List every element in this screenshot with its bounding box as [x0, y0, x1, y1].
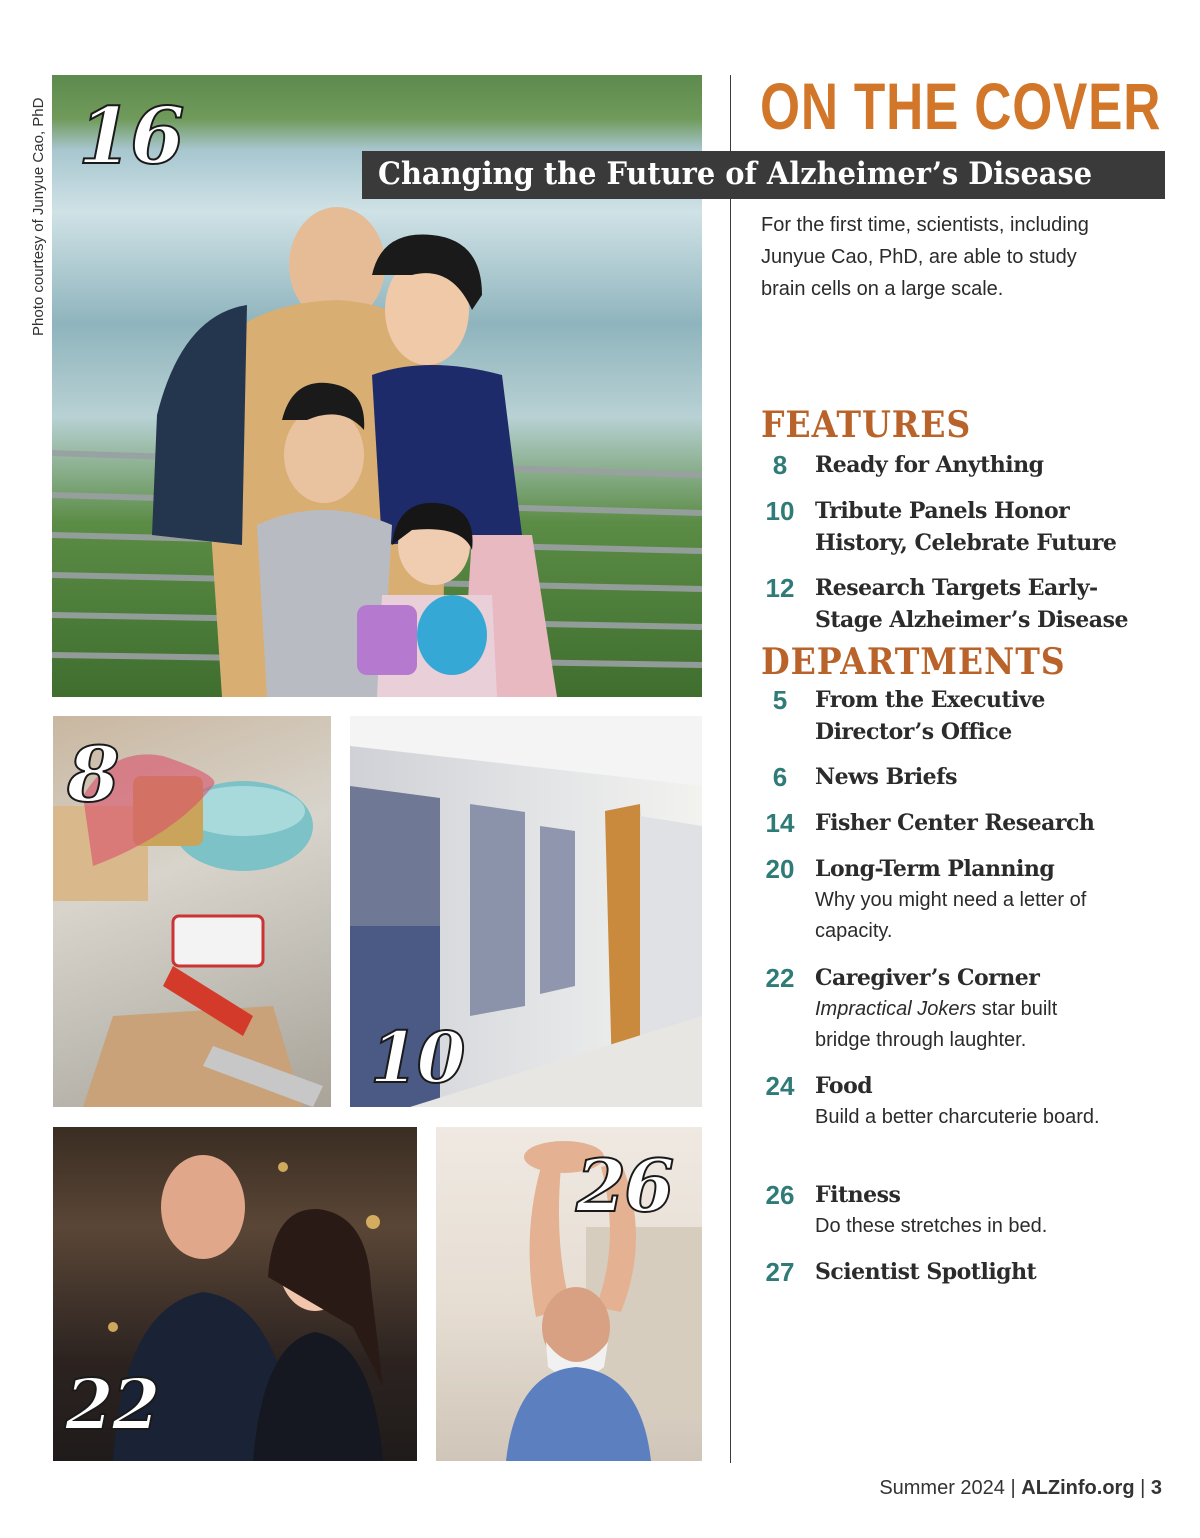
page-number: 3 — [1150, 1477, 1162, 1499]
toc-title: Caregiver’s Corner — [815, 965, 1040, 991]
toc-page-number: 26 — [765, 1180, 795, 1210]
features-heading: FEATURES — [761, 404, 972, 446]
toc-page-number: 27 — [765, 1257, 795, 1287]
toc-page-number: 14 — [765, 808, 795, 838]
toc-description: Why you might need a letter of capacity. — [815, 889, 1087, 942]
toc-entry[interactable] — [760, 572, 1160, 638]
toc-title: Scientist Spotlight — [815, 1259, 1037, 1285]
toc-entry[interactable] — [760, 1070, 1160, 1166]
caregivers-corner-photo[interactable] — [53, 1127, 417, 1461]
toc-description: Do these stretches in bed. — [815, 1215, 1048, 1237]
toc-page-number: 6 — [772, 762, 788, 792]
toc-description-text: star built bridge through laughter. — [815, 998, 1058, 1051]
toc-entry[interactable] — [760, 1179, 1160, 1245]
toc-page-number: 20 — [765, 854, 795, 884]
issue-label: Summer 2024 — [879, 1477, 1005, 1499]
preparedness-photo[interactable] — [53, 716, 331, 1107]
toc-entry[interactable] — [760, 684, 1160, 750]
toc-entry[interactable] — [760, 449, 1160, 483]
toc-entry[interactable] — [760, 761, 1160, 795]
fitness-photo[interactable] — [436, 1127, 702, 1461]
toc-title: News Briefs — [815, 764, 957, 790]
toc-page-number: 8 — [772, 450, 788, 480]
toc-title: Long-Term Planning — [815, 856, 1055, 882]
toc-page-number: 12 — [765, 573, 795, 603]
page-footer: Summer 2024 | ALZinfo.org | 3 — [879, 1477, 1162, 1499]
toc-page-number: 22 — [765, 963, 795, 993]
toc-title: From the Executive Director’s Office — [815, 687, 1045, 745]
tribute-panels-photo[interactable] — [350, 716, 702, 1107]
prep-page-number: 8 — [67, 730, 118, 819]
cover-headline[interactable]: Changing the Future of Alzheimer’s Disease — [378, 156, 1093, 192]
toc-title: Fisher Center Research — [815, 810, 1095, 836]
fitness-page-number: 26 — [576, 1143, 673, 1228]
on-the-cover-heading: ON THE COVER — [760, 69, 1162, 143]
departments-heading: DEPARTMENTS — [761, 641, 1066, 683]
toc-title: Research Targets Early-Stage Alzheimer’s Disease — [815, 575, 1128, 633]
caregiver-page-number: 22 — [65, 1363, 159, 1446]
toc-title: Food — [815, 1073, 873, 1099]
column-divider — [730, 75, 731, 1463]
toc-entry[interactable] — [760, 495, 1160, 561]
toc-title: Ready for Anything — [815, 452, 1044, 478]
toc-description: Build a better charcuterie board. — [815, 1106, 1100, 1128]
toc-page-number: 10 — [765, 496, 795, 526]
toc-entry[interactable] — [760, 807, 1160, 841]
toc-entry[interactable] — [760, 853, 1160, 949]
toc-title: Tribute Panels Honor History, Celebrate Future — [815, 498, 1117, 556]
toc-entry[interactable] — [760, 962, 1160, 1058]
photo-credit: Photo courtesy of Junyue Cao, PhD — [30, 97, 47, 336]
toc-description — [815, 994, 1115, 1056]
site-link[interactable]: ALZinfo.org — [1021, 1477, 1135, 1499]
toc-page-number: 24 — [765, 1071, 795, 1101]
cover-description: For the first time, scientists, including Junyue Cao, PhD, are able to study brain cells on a large scale. — [761, 214, 1089, 300]
panels-page-number: 10 — [370, 1016, 464, 1099]
toc-title: Fitness — [815, 1182, 901, 1208]
show-name: Impractical Jokers — [815, 998, 977, 1020]
toc-entry[interactable] — [760, 1256, 1160, 1290]
toc-page-number: 5 — [772, 685, 788, 715]
cover-page-number: 16 — [78, 91, 183, 182]
